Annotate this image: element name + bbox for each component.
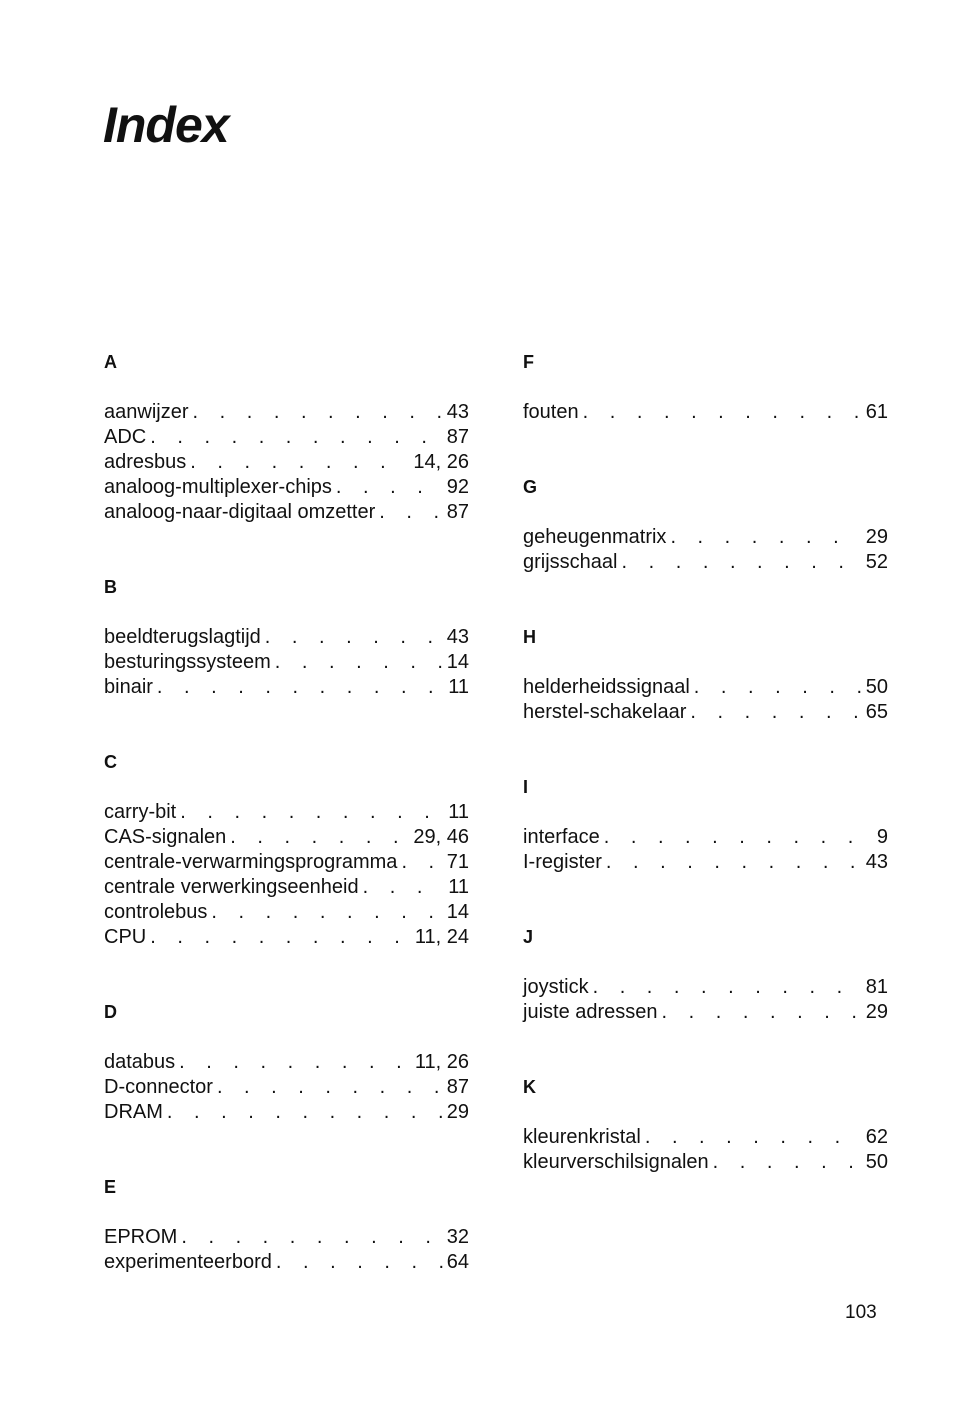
section-letter: F [523,352,534,372]
dot-leader [150,425,443,450]
index-entry [104,1100,469,1125]
dot-leader [694,675,862,700]
index-term: ADC [104,426,147,448]
index-entry-list [104,1225,469,1275]
dot-leader [670,525,861,550]
index-term: DRAM [104,1101,163,1123]
index-section [104,575,469,700]
index-section [104,750,469,950]
dot-leader [645,1125,862,1150]
section-spacer [104,525,469,575]
index-page-ref: 14 [446,651,469,673]
index-term: D-connector [104,1076,213,1098]
index-column-left [104,350,469,1275]
section-letter: G [523,477,538,497]
index-page-ref: 52 [865,551,888,573]
index-entry [523,550,888,575]
index-term: joystick [523,976,589,998]
index-page-ref: 43 [446,626,469,648]
section-letter: J [523,927,534,947]
index-section [104,1175,469,1275]
section-letter: H [523,627,536,647]
dot-leader [593,975,862,1000]
index-entry-list [104,625,469,700]
dot-leader [167,1100,443,1125]
index-term: I-register [523,851,602,873]
section-spacer [104,1125,469,1175]
index-page-ref: 11 [448,676,469,698]
index-entry-list [523,675,888,725]
index-entry [523,1125,888,1150]
dot-leader [621,550,861,575]
section-letter: C [104,752,117,772]
index-term: centrale-verwarmingsprogramma [104,851,398,873]
index-entry-list [523,825,888,875]
index-term: juiste adressen [523,1001,658,1023]
index-page-ref: 71 [446,851,469,873]
index-entry [104,800,469,825]
dot-leader [379,500,442,525]
index-section [104,1000,469,1125]
index-term: analoog-multiplexer-chips [104,476,332,498]
index-term: interface [523,826,600,848]
index-term: adresbus [104,451,187,473]
index-entry [104,900,469,925]
index-page-ref: 29 [446,1101,469,1123]
section-spacer [523,1025,888,1075]
index-entry [104,475,469,500]
index-page-ref: 62 [865,1126,888,1148]
index-entry [104,1050,469,1075]
index-term: aanwijzer [104,401,189,423]
index-page-ref: 29 [865,526,888,548]
index-page-ref: 29 [865,1001,888,1023]
index-term: CAS-signalen [104,826,227,848]
index-page-ref: 81 [865,976,888,998]
index-entry [523,675,888,700]
index-page-ref: 11, 26 [414,1051,469,1073]
page-title: Index [103,97,229,153]
dot-leader [265,625,443,650]
index-section [523,925,888,1025]
index-page-ref: 11 [448,801,469,823]
dot-leader [181,1225,442,1250]
index-term: fouten [523,401,579,423]
page-number: 103 [845,1302,877,1323]
dot-leader [190,450,409,475]
index-entry [523,850,888,875]
index-column-right [523,350,888,1175]
index-section [104,350,469,525]
index-section [523,1075,888,1175]
section-spacer [104,700,469,750]
section-letter: I [523,777,529,797]
dot-leader [606,850,862,875]
index-term: besturingssysteem [104,651,271,673]
dot-leader [192,400,442,425]
index-entry [104,625,469,650]
section-spacer [523,425,888,475]
index-entry [104,675,469,700]
section-letter: K [523,1077,536,1097]
dot-leader [179,1050,411,1075]
index-entry-list [523,1125,888,1175]
index-section [523,350,888,425]
index-term: databus [104,1051,176,1073]
index-entry [523,975,888,1000]
index-term: EPROM [104,1226,178,1248]
index-entry [104,500,469,525]
index-entry [104,650,469,675]
index-term: centrale verwerkingseenheid [104,876,359,898]
index-entry [104,450,469,475]
index-page-ref: 43 [865,851,888,873]
dot-leader [230,825,409,850]
dot-leader [690,700,861,725]
dot-leader [401,850,442,875]
dot-leader [211,900,442,925]
index-entry [523,1000,888,1025]
index-term: grijsschaal [523,551,618,573]
index-page-ref: 11 [448,876,469,898]
dot-leader [363,875,445,900]
index-page-ref: 43 [446,401,469,423]
index-section [523,625,888,725]
index-entry [523,1150,888,1175]
index-entry [104,1225,469,1250]
dot-leader [583,400,862,425]
section-letter: E [104,1177,117,1197]
index-entry [104,1075,469,1100]
index-entry-list [104,400,469,525]
index-entry [104,875,469,900]
index-page-ref: 29, 46 [413,826,469,848]
index-entry [104,850,469,875]
section-letter: D [104,1002,117,1022]
index-entry-list [104,1050,469,1125]
index-page-ref: 61 [865,401,888,423]
index-term: geheugenmatrix [523,526,667,548]
index-entry-list [523,975,888,1025]
index-entry [523,825,888,850]
index-entry [104,825,469,850]
index-entry-list [523,400,888,425]
index-page-ref: 50 [865,1151,888,1173]
dot-leader [662,1000,862,1025]
section-spacer [104,950,469,1000]
index-page-ref: 14, 26 [413,451,469,473]
index-page-ref: 14 [446,901,469,923]
section-letter: A [104,352,117,372]
dot-leader [336,475,443,500]
index-entry [104,425,469,450]
index-section [523,475,888,575]
index-page-ref: 50 [865,676,888,698]
dot-leader [217,1075,443,1100]
dot-leader [180,800,444,825]
section-spacer [523,575,888,625]
index-page-ref: 11, 24 [414,926,469,948]
dot-leader [275,650,443,675]
index-entry [104,1250,469,1275]
index-entry [523,525,888,550]
index-page-ref: 64 [446,1251,469,1273]
index-entry [523,400,888,425]
index-entry [104,925,469,950]
section-spacer [523,725,888,775]
dot-leader [150,925,411,950]
index-entry-list [523,525,888,575]
index-term: helderheidssignaal [523,676,690,698]
index-term: binair [104,676,153,698]
index-page-ref: 32 [446,1226,469,1248]
index-page-ref: 87 [446,1076,469,1098]
index-entry-list [104,800,469,950]
index-entry [104,400,469,425]
section-spacer [523,875,888,925]
index-term: herstel-schakelaar [523,701,687,723]
index-page-ref: 9 [876,826,888,848]
index-page-ref: 87 [446,501,469,523]
index-term: carry-bit [104,801,177,823]
index-term: CPU [104,926,147,948]
dot-leader [276,1250,443,1275]
index-term: controlebus [104,901,208,923]
index-term: beeldterugslagtijd [104,626,261,648]
section-letter: B [104,577,117,597]
index-entry [523,700,888,725]
index-section [523,775,888,875]
index-term: analoog-naar-digitaal omzetter [104,501,376,523]
dot-leader [157,675,444,700]
index-term: experimenteerbord [104,1251,272,1273]
index-term: kleurverschilsignalen [523,1151,709,1173]
dot-leader [604,825,873,850]
dot-leader [713,1150,862,1175]
index-page-ref: 87 [446,426,469,448]
index-page-ref: 92 [446,476,469,498]
index-term: kleurenkristal [523,1126,641,1148]
index-page-ref: 65 [865,701,888,723]
